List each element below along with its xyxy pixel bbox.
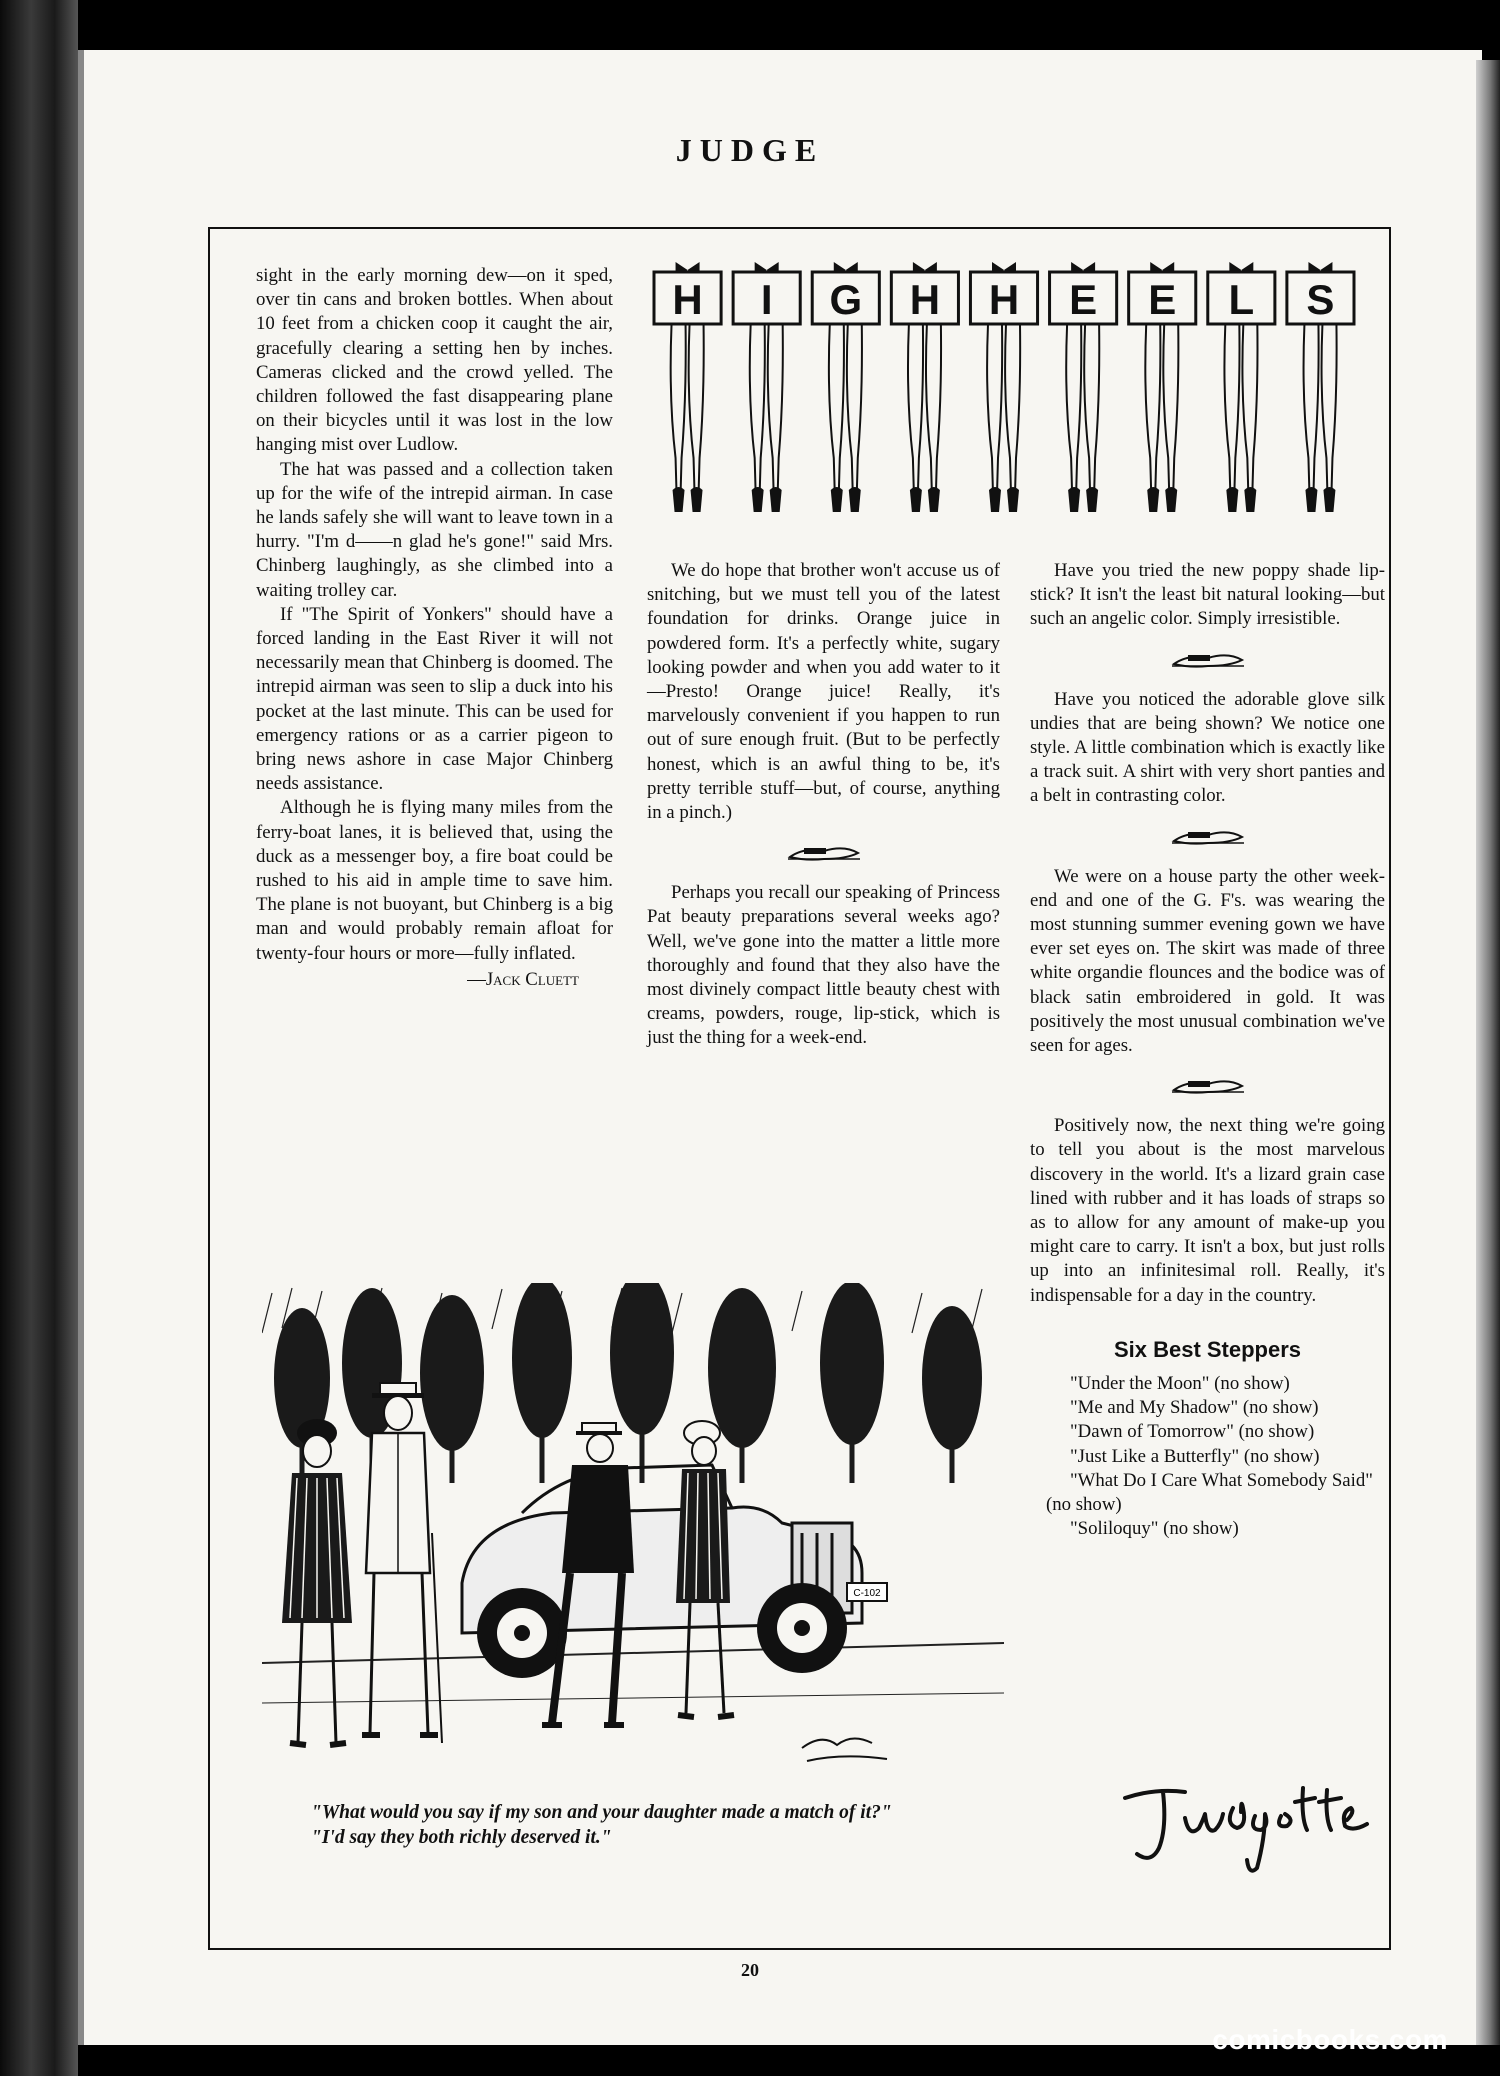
shoe-ornament-icon — [1168, 1072, 1248, 1098]
banner-letter-figure — [970, 262, 1037, 512]
watermark-text: comicbooks.com — [1212, 2024, 1448, 2055]
paragraph: We were on a house party the other week-end and one of the G. F's. was wearing the most stunning summer evening gown we have ever set eyes on. The skirt was made of three white organdie flounces and the bodice was of black satin embroidered in gold. It was positively the most unusual combination we've seen for ages. — [1030, 865, 1385, 1057]
article-column-3 — [1030, 559, 1385, 1542]
banner-letter: E — [1148, 276, 1177, 323]
byline: —Jack Cluett — [467, 968, 579, 990]
banner-letter-figure — [654, 262, 721, 512]
banner-letter: H — [988, 276, 1020, 323]
shoe-ornament-icon — [1168, 646, 1248, 672]
paragraph: Have you noticed the adorable glove silk undies that are being shown? We notice one style. A little combination which is exactly like a track suit. A shirt with very short panties and a belt in contrasting color. — [1030, 688, 1385, 807]
banner-letter-figure — [1287, 262, 1354, 512]
banner-letter: L — [1228, 276, 1255, 323]
banner-letter-figure — [891, 262, 958, 512]
banner-letter: H — [672, 276, 703, 323]
book-binding — [0, 0, 78, 2076]
judgette-signature — [1115, 1768, 1375, 1878]
banner-letter: G — [829, 276, 863, 323]
song-item: "Just Like a Butterfly" (no show) — [1070, 1445, 1320, 1467]
paragraph: Have you tried the new poppy shade lip-stick? It isn't the least bit natural looking—but such an angelic color. Simply irresistible. — [1030, 560, 1385, 630]
banner-letter-figure — [1208, 262, 1275, 512]
banner-letter: H — [909, 276, 941, 323]
banner-letter: E — [1069, 276, 1098, 323]
banner-letter-figure — [812, 262, 879, 512]
banner-letter-figure — [733, 262, 800, 512]
paragraph: If "The Spirit of Yonkers" should have a forced landing in the East River it will not necessarily mean that Chinberg is doomed. The intrepid airman was seen to slip a duck into his pocket at the last minute. This can be used for emergency rations or as a carrier pigeon to bring news ashore in case Major Chinberg needs assistance. — [256, 603, 613, 795]
cartoon-illustration — [262, 1283, 1004, 1795]
banner-letter: S — [1306, 276, 1335, 323]
paragraph: Positively now, the next thing we're going to tell you about is the most marvelous discovery in the world. It's a lizard grain case lined with rubber and it has loads of straps so as to allow for any amount of make-up you might care to carry. It isn't a box, but just rolls up into an infinitesimal roll. Really, it's indispensable for a day in the country. — [1030, 1115, 1385, 1306]
song-item: "What Do I Care What Somebody Said" (no show) — [1046, 1469, 1373, 1516]
banner-legs — [654, 262, 1354, 512]
banner-letter-figure — [1129, 262, 1196, 512]
article-column-1 — [256, 264, 613, 992]
song-item: "Me and My Shadow" (no show) — [1070, 1397, 1319, 1419]
banner-letter-figure — [1050, 262, 1117, 512]
song-item: "Under the Moon" (no show) — [1070, 1373, 1290, 1395]
banner-letter: I — [760, 276, 773, 323]
paragraph: Perhaps you recall our speaking of Princess Pat beauty preparations several weeks ago? Well, we've gone into the matter a little more thoroughly and found that they also have the most divinely compact little beauty chest with creams, powders, rouge, lip-stick, which is just the thing for a week-end. — [647, 882, 1000, 1049]
page-number: 20 — [741, 1960, 759, 1980]
page-edge — [1476, 60, 1500, 2045]
paragraph: The hat was passed and a collection taken up for the wife of the intrepid airman. In case he lands safely she will want to leave town in a hurry. "I'm d——n glad he's gone!" said Mrs. Chinberg laughingly, as she climbed into a waiting trolley car. — [256, 458, 613, 601]
cartoon-caption — [285, 1800, 1005, 1850]
song-item: "Dawn of Tomorrow" (no show) — [1070, 1421, 1315, 1443]
steppers-title: Six Best Steppers — [1113, 1336, 1302, 1362]
shoe-ornament-icon — [1168, 823, 1248, 849]
license-plate: C-102 — [853, 1588, 881, 1599]
song-item: "Soliloquy" (no show) — [1070, 1518, 1239, 1540]
paragraph: sight in the early morning dew—on it sped, over tin cans and broken bottles. When about 10 feet from a chicken coop it caught the air, gracefully clearing a setting hen by inches. Cameras clicked and the crowd yelled. The children followed the fast disappearing plane on their bicycles until it was lost in the low hanging mist over Ludlow. — [256, 265, 613, 456]
caption-question: "What would you say if my son and your daughter made a match of it?" — [311, 1802, 892, 1823]
masthead: JUDGE — [675, 132, 825, 168]
shoe-ornament-icon — [784, 839, 864, 865]
paragraph: Although he is flying many miles from the ferry-boat lanes, it is believed that, using the duck as a messenger boy, a fire boat could be rushed to his aid in ample time to save him. The plane is not buoyant, but Chinberg is a big man and would probably remain afloat for twenty-four hours or more—fully inflated. — [256, 797, 613, 964]
caption-answer: "I'd say they both richly deserved it." — [311, 1827, 612, 1848]
article-column-2 — [647, 559, 1000, 1051]
paragraph: We do hope that brother won't accuse us of snitching, but we must tell you of the latest foundation for drinks. Orange juice in powdered form. It's a perfectly white, sugary looking powder and when you add water to it—Presto! Orange juice! Really, it's marvelously convenient if you happen to run out of sure enough fruit. (But to be perfectly honest, which is an awful thing to be, it's pretty terrible stuff—but, of course, anything in a pinch.) — [647, 560, 1000, 824]
high-heels-banner — [648, 258, 1360, 522]
